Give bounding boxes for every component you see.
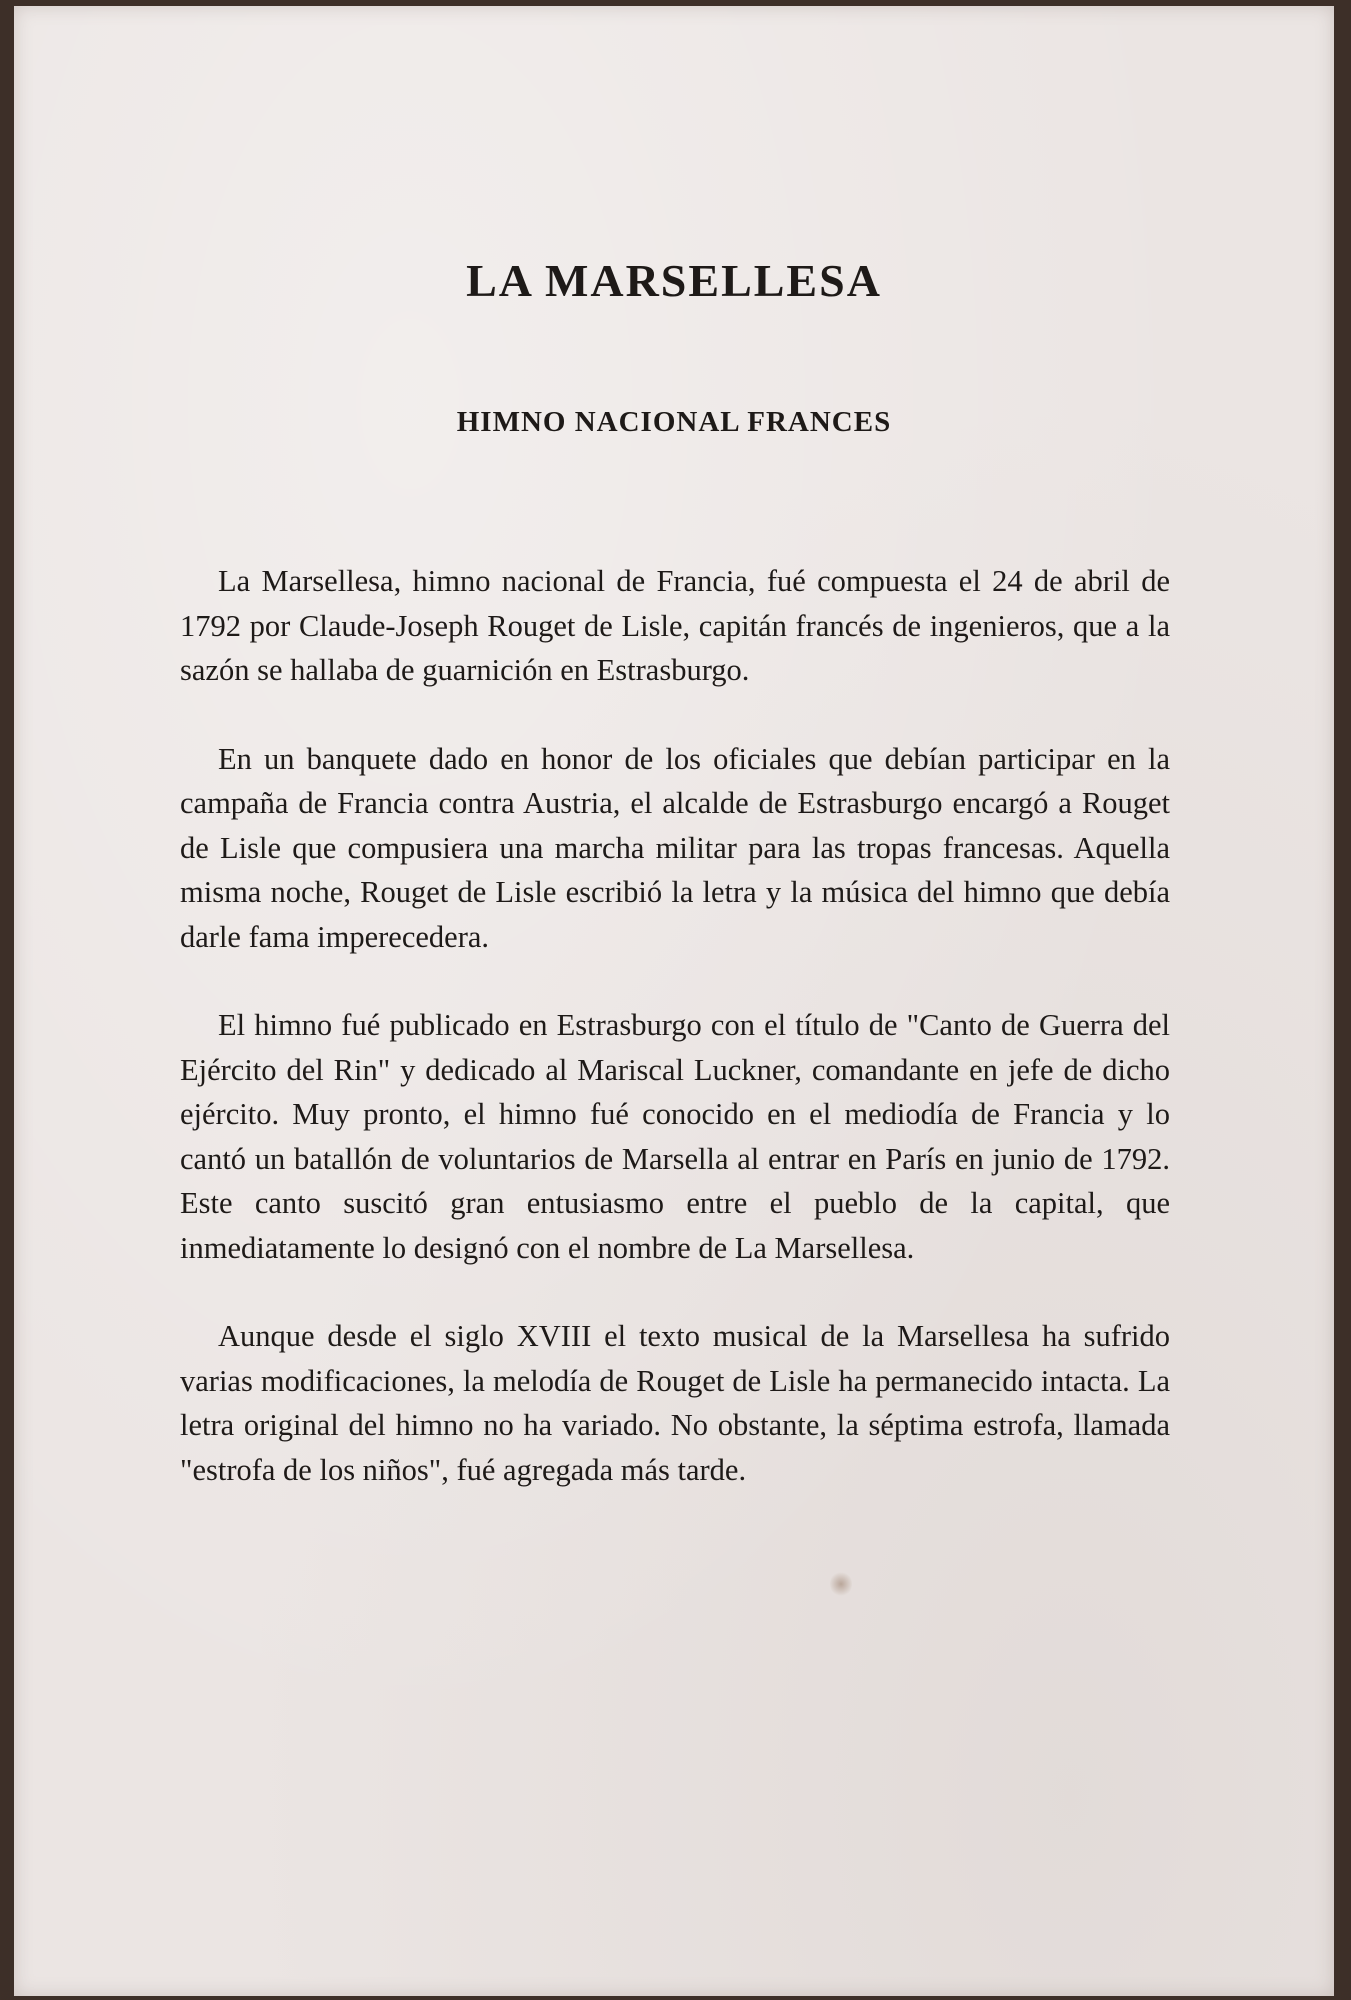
paragraph-4: Aunque desde el siglo XVIII el texto musical de la Marsellesa ha sufrido varias modificaciones, la melodía de Rouget de Lisle ha permanecido intacta. La letra original del himno no ha variado. No obstante, la séptima estrofa, llamada "estrofa de los niños", fué agregada más tarde. — [180, 1319, 1170, 1487]
document-subtitle: HIMNO NACIONAL FRANCES — [456, 406, 892, 438]
document-title: LA MARSELLESA — [466, 255, 882, 306]
paragraph-1: La Marsellesa, himno nacional de Francia, fué compuesta el 24 de abril de 1792 por Claude-Joseph Rouget de Lisle, capitán francés de ingenieros, que a la sazón se hallaba de guarnición en Estrasburgo. — [180, 564, 1170, 687]
document-page — [14, 6, 1334, 1996]
paragraph-2: En un banquete dado en honor de los oficiales que debían participar en la campaña de Francia contra Austria, el alcalde de Estrasburgo encargó a Rouget de Lisle que compusiera una marcha militar para las tropas francesas. Aquella misma noche, Rouget de Lisle escribió la letra y la música del himno que debía darle fama imperecedera. — [180, 741, 1170, 954]
document-body — [180, 559, 1170, 1536]
paper-stain — [830, 1571, 852, 1597]
paragraph-3: El himno fué publicado en Estrasburgo con el título de "Canto de Guerra del Ejército del Rin" y dedicado al Mariscal Luckner, comandante en jefe de dicho ejército. Muy pronto, el himno fué conocido en el mediodía de Francia y lo cantó un batallón de voluntarios de Marsella al entrar en París en junio de 1792. Este canto suscitó gran entusiasmo entre el pueblo de la capital, que inmediatamente lo designó con el nombre de La Marsellesa. — [180, 1008, 1170, 1265]
